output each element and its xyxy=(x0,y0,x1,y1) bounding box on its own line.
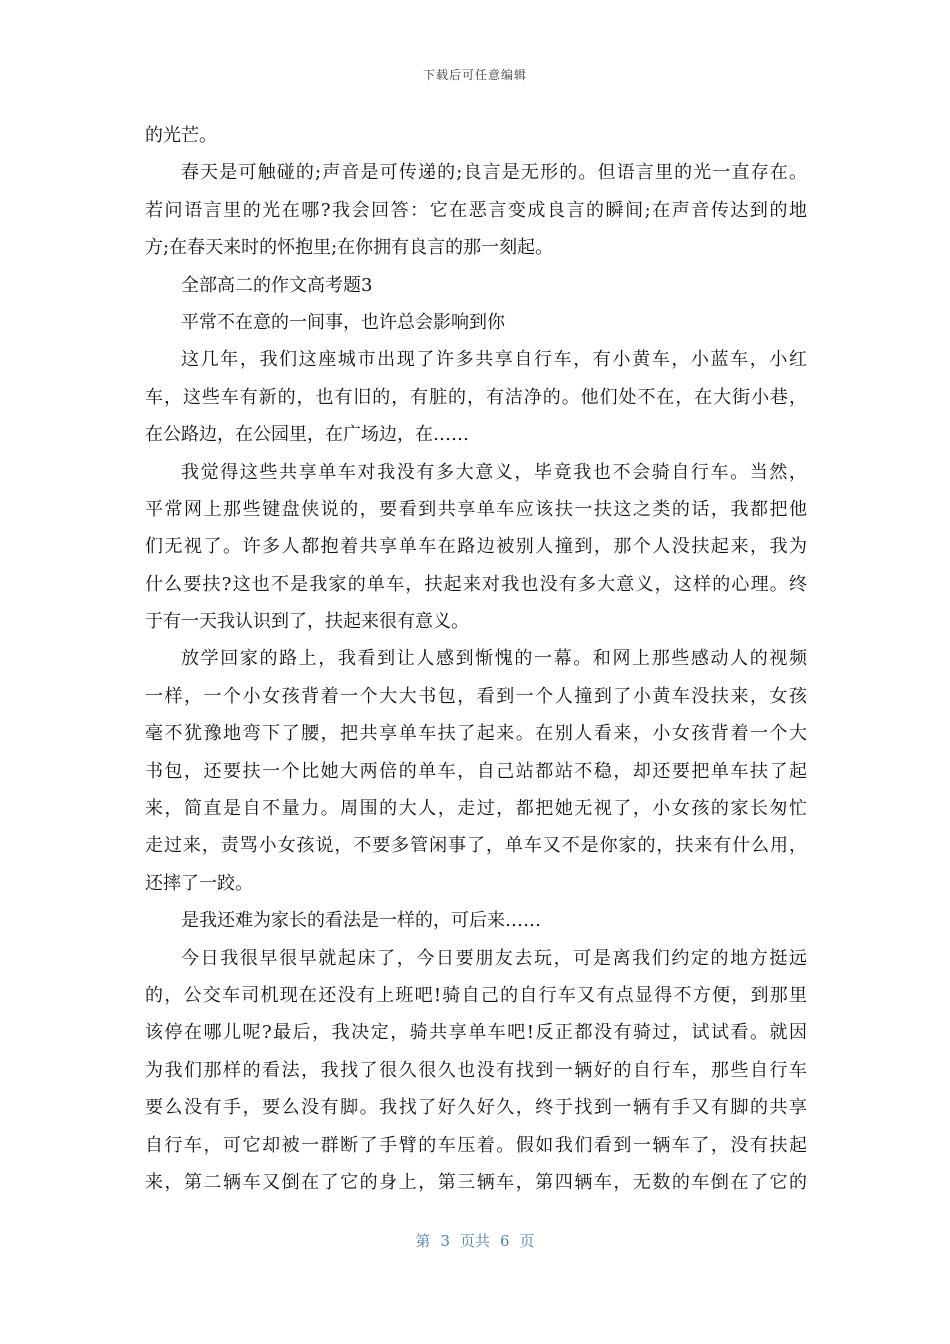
text-line: 的，公交车司机现在还没有上班吧!骑自己的自行车又有点显得不方便，到那里 xyxy=(145,984,807,1006)
text-line: 车，这些车有新的，也有旧的，有脏的，有洁净的。他们处不在，在大街小巷， xyxy=(145,386,807,408)
text-line: 该停在哪儿呢?最后，我决定，骑共享单车吧!反正都没有骑过，试试看。就因 xyxy=(145,1022,807,1044)
text-line: 一样，一个小女孩背着一个大大书包，看到一个人撞到了小黄车没扶来，女孩 xyxy=(145,685,807,707)
text-line: 为我们那样的看法，我找了很久很久也没有找到一辆好的自行车，那些自行车 xyxy=(145,1059,807,1081)
text-line: 平常网上那些键盘侠说的，要看到共享单车应该扶一扶这之类的话，我都把他 xyxy=(145,498,807,520)
text-line: 走过来，责骂小女孩说，不要多管闲事了，单车又不是你家的，扶来有什么用， xyxy=(145,835,807,857)
text-line: 书包，还要扶一个比她大两倍的单车，自己站都站不稳，却还要把单车扶了起 xyxy=(145,760,807,782)
text-line: 平常不在意的一间事，也许总会影响到你 xyxy=(181,311,505,333)
current-page-number: 3 xyxy=(440,1232,450,1250)
text-line: 春天是可触碰的;声音是可传递的;良言是无形的。但语言里的光一直存在。 xyxy=(181,162,807,184)
text-line: 我觉得这些共享单车对我没有多大意义，毕竟我也不会骑自行车。当然， xyxy=(181,461,807,483)
text-line: 毫不犹豫地弯下了腰，把共享单车扶了起来。在别人看来，小女孩背着一个大 xyxy=(145,723,807,745)
text-line: 今日我很早很早就起床了，今日要朋友去玩，可是离我们约定的地方挺远 xyxy=(181,947,807,969)
text-line: 来，简直是自不量力。周围的大人，走过，都把她无视了，小女孩的家长匆忙 xyxy=(145,798,807,820)
text-line: 这几年，我们这座城市出现了许多共享自行车，有小黄车，小蓝车，小红 xyxy=(181,349,807,371)
text-line: 全部高二的作文高考题3 xyxy=(181,274,373,296)
page-label-middle: 页共 xyxy=(459,1232,490,1250)
text-line: 什么要扶?这也不是我家的单车，扶起来对我也没有多大意义，这样的心理。终 xyxy=(145,573,807,595)
text-line: 来，第二辆车又倒在了它的身上，第三辆车，第四辆车，无数的车倒在了它的 xyxy=(145,1171,807,1193)
text-line: 要么没有手，要么没有脚。我找了好久好久，终于找到一辆有手又有脚的共享 xyxy=(145,1097,807,1119)
page-label-prefix: 第 xyxy=(415,1232,431,1250)
text-line: 的光芒。 xyxy=(145,125,217,146)
text-line: 还摔了一跤。 xyxy=(145,872,253,894)
text-line: 是我还难为家长的看法是一样的，可后来…… xyxy=(181,910,541,932)
text-line: 在公路边，在公园里，在广场边，在…… xyxy=(145,424,469,446)
page-footer xyxy=(0,1230,950,1251)
text-line: 放学回家的路上，我看到让人感到惭愧的一幕。和网上那些感动人的视频 xyxy=(181,648,807,670)
page-label-suffix: 页 xyxy=(519,1232,535,1250)
text-line: 若问语言里的光在哪?我会回答：它在恶言变成良言的瞬间;在声音传达到的地 xyxy=(145,199,807,221)
text-line: 自行车，可它却被一群断了手臂的车压着。假如我们看到一辆车了，没有扶起 xyxy=(145,1134,807,1156)
text-line: 们无视了。许多人都抱着共享单车在路边被别人撞到，那个人没扶起来，我为 xyxy=(145,536,807,558)
text-line: 方;在春天来时的怀抱里;在你拥有良言的那一刻起。 xyxy=(145,237,554,259)
text-line: 于有一天我认识到了，扶起来很有意义。 xyxy=(145,611,469,633)
total-page-count: 6 xyxy=(500,1232,510,1250)
document-body xyxy=(145,117,807,1201)
page-header: 下载后可任意编辑 xyxy=(422,68,527,82)
